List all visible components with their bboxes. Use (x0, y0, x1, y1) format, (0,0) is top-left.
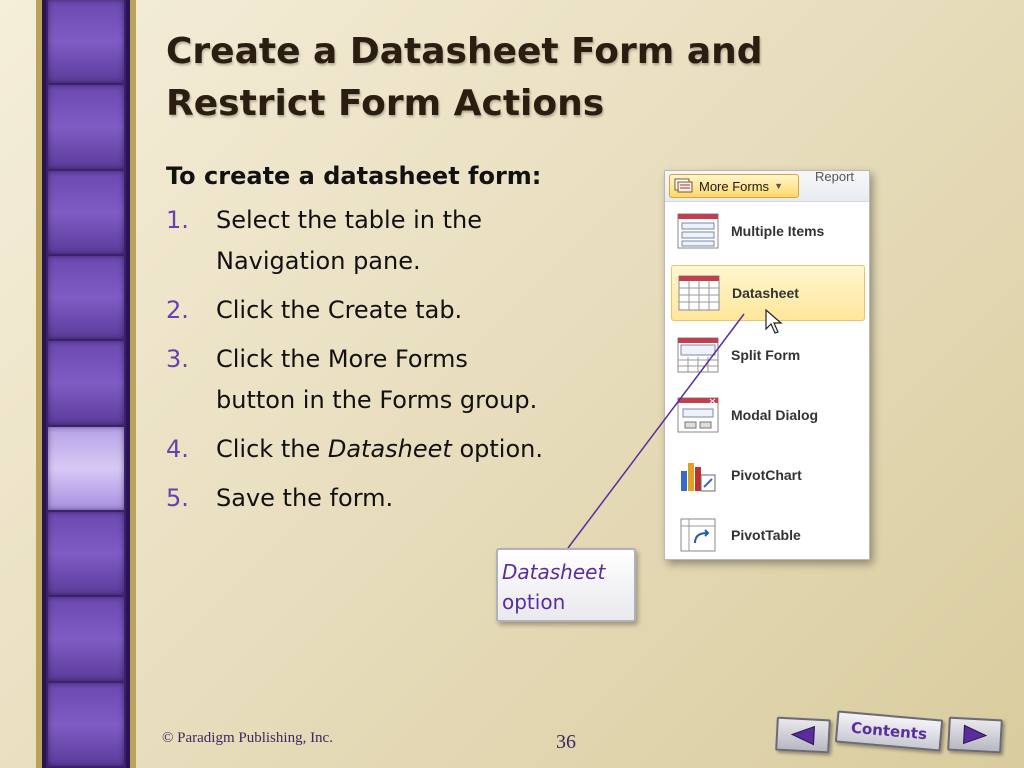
menu-item-label: Datasheet (732, 285, 799, 301)
datasheet-option-callout (496, 548, 636, 622)
step-text-emphasis: Datasheet (327, 435, 452, 463)
copyright-text: © Paradigm Publishing, Inc. (162, 730, 333, 746)
step-number: 5. (166, 484, 189, 512)
step-number: 3. (166, 345, 189, 373)
contents-button[interactable]: Contents (835, 710, 943, 751)
previous-slide-button[interactable] (775, 717, 831, 754)
menu-item-label: PivotTable (731, 527, 801, 543)
chevron-down-icon: ▼ (774, 181, 783, 191)
slide-title: Create a Datasheet Form and Restrict Form Actions (166, 31, 763, 124)
step-text-suffix: option. (451, 435, 543, 463)
step-number: 1. (166, 206, 189, 234)
next-slide-button[interactable] (947, 717, 1003, 754)
report-label: Report (815, 169, 855, 184)
menu-item-label: PivotChart (731, 467, 802, 483)
arrow-left-icon (787, 724, 818, 746)
arrow-right-icon (959, 724, 990, 746)
steps-lead: To create a datasheet form: (166, 162, 542, 190)
callout-line-2: option (502, 590, 566, 614)
menu-item-label: Multiple Items (731, 223, 825, 239)
more-forms-label: More Forms (699, 178, 770, 194)
menu-item-label: Split Form (731, 347, 801, 363)
step-number: 2. (166, 296, 189, 324)
step-number: 4. (166, 435, 189, 463)
step-text-prefix: Click the (216, 435, 328, 463)
step-text: Save the form. (216, 484, 394, 512)
step-text: Click the Create tab. (216, 296, 463, 324)
callout-line-1: Datasheet (502, 560, 606, 584)
menu-item-label: Modal Dialog (731, 407, 819, 423)
page-number: 36 (556, 731, 576, 753)
step-text: Select the table in the Navigation pane. (216, 206, 482, 275)
step-text: Click the More Forms button in the Forms group. (216, 345, 538, 414)
